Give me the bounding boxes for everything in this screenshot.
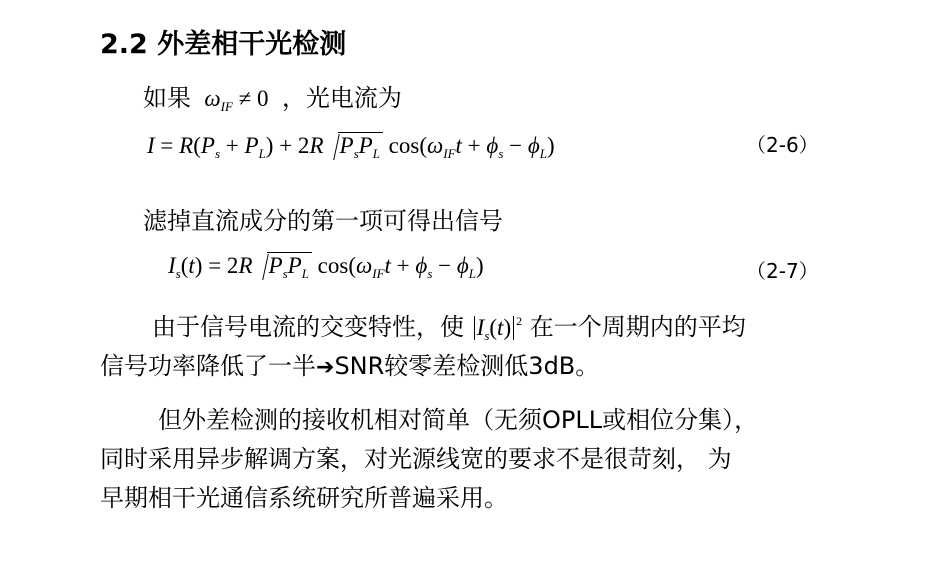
paragraph-2-line-3: 早期相干光通信系统研究所普遍采用。 bbox=[100, 484, 508, 512]
power-formula: $I_s(t)$ $^2$ bbox=[472, 315, 522, 340]
paragraph-1-line-1 bbox=[152, 307, 746, 344]
condition-suffix: ，光电流为 bbox=[281, 84, 402, 112]
section-title: 2.2 外差相干光检测 bbox=[100, 29, 347, 60]
right-arrow-icon: ➔ bbox=[316, 355, 335, 380]
equation-2-6: $I = R(P_s + P_L) + 2R$ $P_sP_L$ $\cos(\omega_{IF}t + \phi_s - \phi_L)$ bbox=[147, 133, 555, 161]
condition-line bbox=[143, 78, 402, 115]
filter-text: 滤掉直流成分的第一项可得出信号 bbox=[143, 207, 503, 235]
equation-2-7: $I_s(t) = 2R$ $P_sP_L$ $\cos(\omega_{IF}t + \phi_s - \phi_L)$ bbox=[168, 253, 484, 281]
equation-number-2-7: （2-7） bbox=[746, 259, 819, 283]
paragraph-1-part-b: 在一个周期内的平均 bbox=[529, 313, 746, 341]
paragraph-2-line-1: 但外差检测的接收机相对简单（无须OPLL或相位分集）， bbox=[158, 406, 759, 434]
paragraph-1-part-c: 信号功率降低了一半 bbox=[100, 352, 316, 380]
condition-formula: $\omega_{IF} \ne 0$ bbox=[204, 86, 275, 114]
equation-number-2-6: （2-6） bbox=[746, 133, 819, 157]
condition-prefix: 如果 bbox=[143, 84, 191, 112]
paragraph-1-line-2 bbox=[100, 346, 599, 381]
paragraph-1-part-d: SNR较零差检测低3dB。 bbox=[334, 352, 600, 380]
paragraph-2-line-2: 同时采用异步解调方案，对光源线宽的要求不是很苛刻， 为 bbox=[100, 445, 732, 473]
paragraph-1-part-a: 由于信号电流的交变特性，使 bbox=[152, 313, 464, 341]
